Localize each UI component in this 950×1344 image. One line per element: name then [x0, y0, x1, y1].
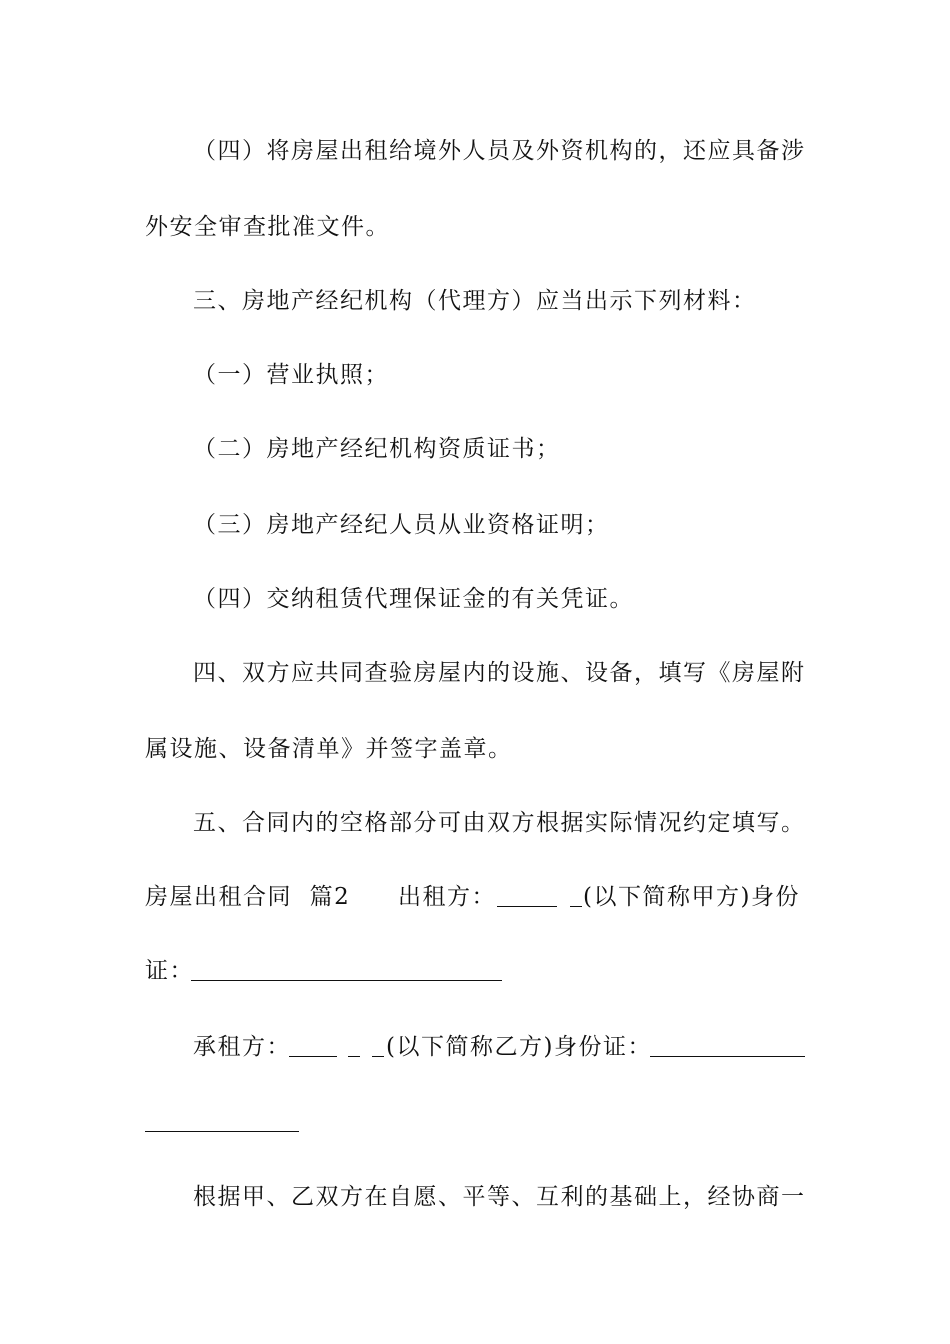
paragraph-line: 四、双方应共同查验房屋内的设施、设备，填写《房屋附	[193, 660, 806, 686]
paragraph-line: 外安全审查批准文件。	[145, 214, 390, 240]
lessee-id-blank	[650, 1056, 805, 1057]
lessor-blank	[497, 906, 557, 907]
lessor-blank	[570, 906, 582, 907]
lessee-id-blank-continued	[145, 1131, 299, 1132]
paragraph-line: 三、房地产经纪机构（代理方）应当出示下列材料：	[193, 288, 757, 314]
lessee-label: 承租方：	[193, 1034, 291, 1060]
list-item: （三）房地产经纪人员从业资格证明；	[193, 512, 610, 538]
lessor-note: (以下简称甲方)身份	[583, 884, 800, 910]
list-item: （一）营业执照；	[193, 362, 389, 388]
lessor-label: 出租方：	[398, 884, 496, 910]
lessee-blank	[372, 1056, 384, 1057]
paragraph-line: 属设施、设备清单》并签字盖章。	[145, 736, 513, 762]
list-item: （二）房地产经纪机构资质证书；	[193, 436, 561, 462]
paragraph-line: （四）将房屋出租给境外人员及外资机构的，还应具备涉	[193, 138, 806, 164]
contract-title: 房屋出租合同 篇2	[145, 884, 351, 910]
lessee-note: (以下简称乙方)身份证：	[386, 1034, 652, 1060]
lessor-id-blank	[191, 980, 502, 981]
lessee-blank	[289, 1056, 337, 1057]
paragraph-line: 根据甲、乙双方在自愿、平等、互利的基础上，经协商一	[193, 1184, 806, 1210]
lessee-blank	[348, 1056, 360, 1057]
list-item: （四）交纳租赁代理保证金的有关凭证。	[193, 586, 634, 612]
paragraph-line: 五、合同内的空格部分可由双方根据实际情况约定填写。	[193, 810, 806, 836]
id-label: 证：	[145, 958, 194, 984]
